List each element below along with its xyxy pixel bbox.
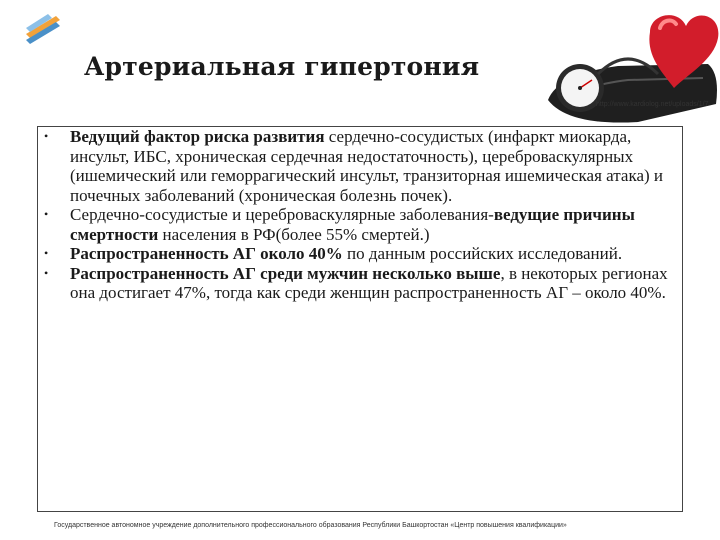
bullet-list [42, 127, 678, 303]
bullet-bold-text: ведущие причины смертности [70, 205, 635, 244]
organization-logo-icon [22, 12, 64, 44]
bullet-text: сердечно-сосудистых (инфаркт миокарда, инсульт, ИБС, хроническая сердечная недостаточность), цереброваскулярных (ишемический или геморрагический инсульт, транзиторная ишемическая атака) и почечных заболеваний (хроническая болезнь почек). [70, 127, 664, 205]
bullet-text: по данным российских исследований. [342, 244, 623, 263]
image-source-caption: http://www.kardiolog.net/uploads/1/7 [596, 101, 709, 108]
footer-institution: Государственное автономное учреждение дополнительного профессионального образования Республики Башкортостан «Центр повышения квалификации» [54, 522, 567, 529]
bullet-marker: • [44, 207, 49, 221]
bullet-bold-text: Ведущий фактор риска развития [70, 127, 325, 146]
bullet-bold-text: Распространенность АГ среди мужчин несколько выше [70, 263, 501, 283]
bullet-item [42, 127, 678, 205]
slide-title: Артериальная гипертония [84, 52, 480, 81]
bullet-marker: • [44, 265, 49, 280]
bullet-marker: • [44, 129, 49, 143]
bullet-bold-text: Распространенность АГ около 40% [70, 244, 343, 263]
bullet-item [42, 205, 678, 244]
bullet-text: Сердечно-сосудистые и цереброваскулярные заболевания- [70, 205, 494, 224]
bullet-item [42, 244, 678, 264]
bullet-text: , в некоторых регионах она достигает 47%, тогда как среди женщин распространенность АГ – около 40%. [70, 263, 668, 302]
bullet-item [42, 264, 678, 303]
bullet-text: населения в РФ(более 55% смертей.) [158, 224, 430, 244]
bullet-marker: • [44, 246, 49, 260]
